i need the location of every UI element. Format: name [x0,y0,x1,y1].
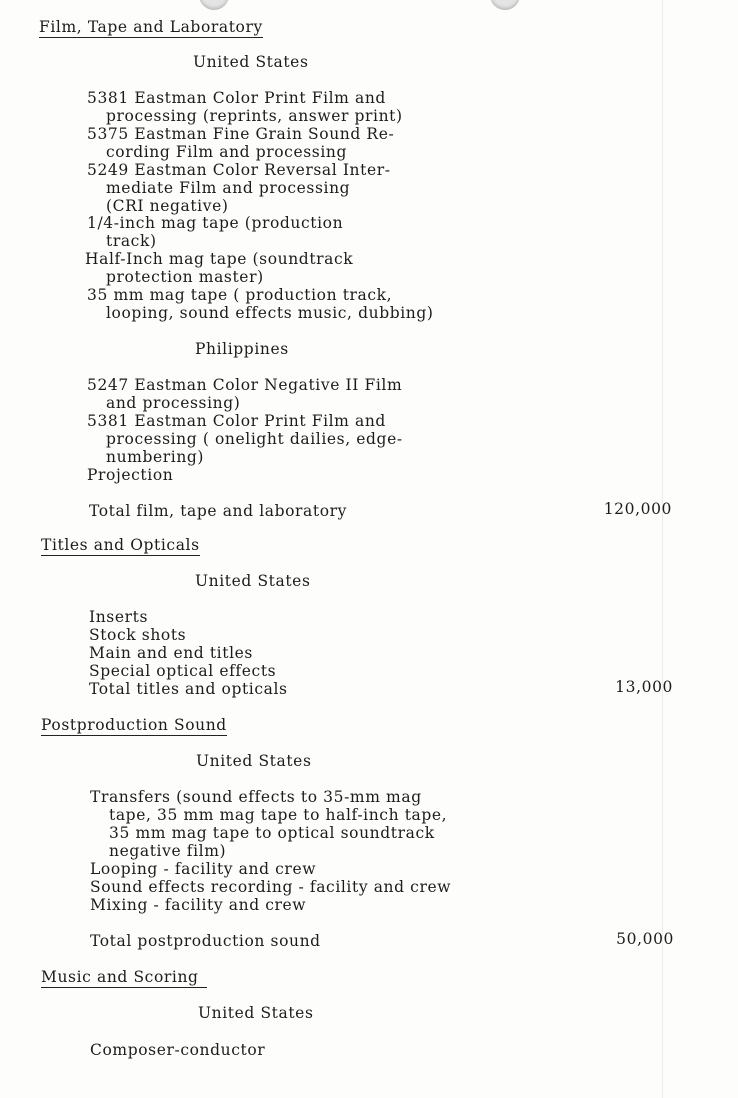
total-amount: 50,000 [616,930,674,948]
region-heading: United States [198,1004,314,1022]
total-amount: 13,000 [615,678,673,696]
total-label: Total film, tape and laboratory [89,502,348,520]
line-item: negative film) [109,842,227,860]
line-item: 5381 Eastman Color Print Film and [87,412,386,430]
line-item: 5247 Eastman Color Negative II Film [87,376,403,394]
total-label: Total titles and opticals [89,680,288,698]
total-amount: 120,000 [603,500,672,518]
total-label: Total postproduction sound [90,932,321,950]
section-heading: Titles and Opticals [41,536,200,554]
line-item: (CRI negative) [106,197,229,215]
region-heading: United States [195,572,311,590]
line-item: protection master) [106,268,264,286]
line-item: numbering) [106,448,205,466]
line-item: and processing) [106,394,241,412]
line-item: 35 mm mag tape ( production track, [87,286,393,304]
line-item: Transfers (sound effects to 35-mm mag [90,788,422,806]
line-item: cording Film and processing [106,143,347,161]
line-item: processing (reprints, answer print) [106,107,403,125]
line-item: track) [106,232,157,250]
line-item: Stock shots [89,626,187,644]
line-item: Composer-conductor [90,1041,266,1059]
line-item: tape, 35 mm mag tape to half-inch tape, [109,806,448,824]
line-item: looping, sound effects music, dubbing) [106,304,434,322]
line-item: 35 mm mag tape to optical soundtrack [109,824,435,842]
line-item: processing ( onelight dailies, edge- [106,430,403,448]
region-heading: Philippines [195,340,289,358]
line-item: 5249 Eastman Color Reversal Inter- [87,161,391,179]
section-heading: Music and Scoring [41,968,207,988]
line-item: Mixing - facility and crew [90,896,307,914]
line-item: Inserts [89,608,149,626]
line-item: 1/4-inch mag tape (production [87,214,344,232]
line-item: 5375 Eastman Fine Grain Sound Re- [87,125,395,143]
line-item: mediate Film and processing [106,179,351,197]
punch-hole-right [490,0,520,10]
line-item: Looping - facility and crew [90,860,317,878]
section-heading: Film, Tape and Laboratory [39,18,263,36]
line-item: Main and end titles [89,644,253,662]
section-heading: Postproduction Sound [41,716,227,734]
region-heading: United States [193,53,309,71]
line-item: Special optical effects [89,662,277,680]
line-item: Sound effects recording - facility and crew [90,878,452,896]
line-item: 5381 Eastman Color Print Film and [87,89,386,107]
line-item: Projection [87,466,174,484]
region-heading: United States [196,752,312,770]
line-item: Half-Inch mag tape (soundtrack [85,250,354,268]
punch-hole-left [199,0,229,10]
